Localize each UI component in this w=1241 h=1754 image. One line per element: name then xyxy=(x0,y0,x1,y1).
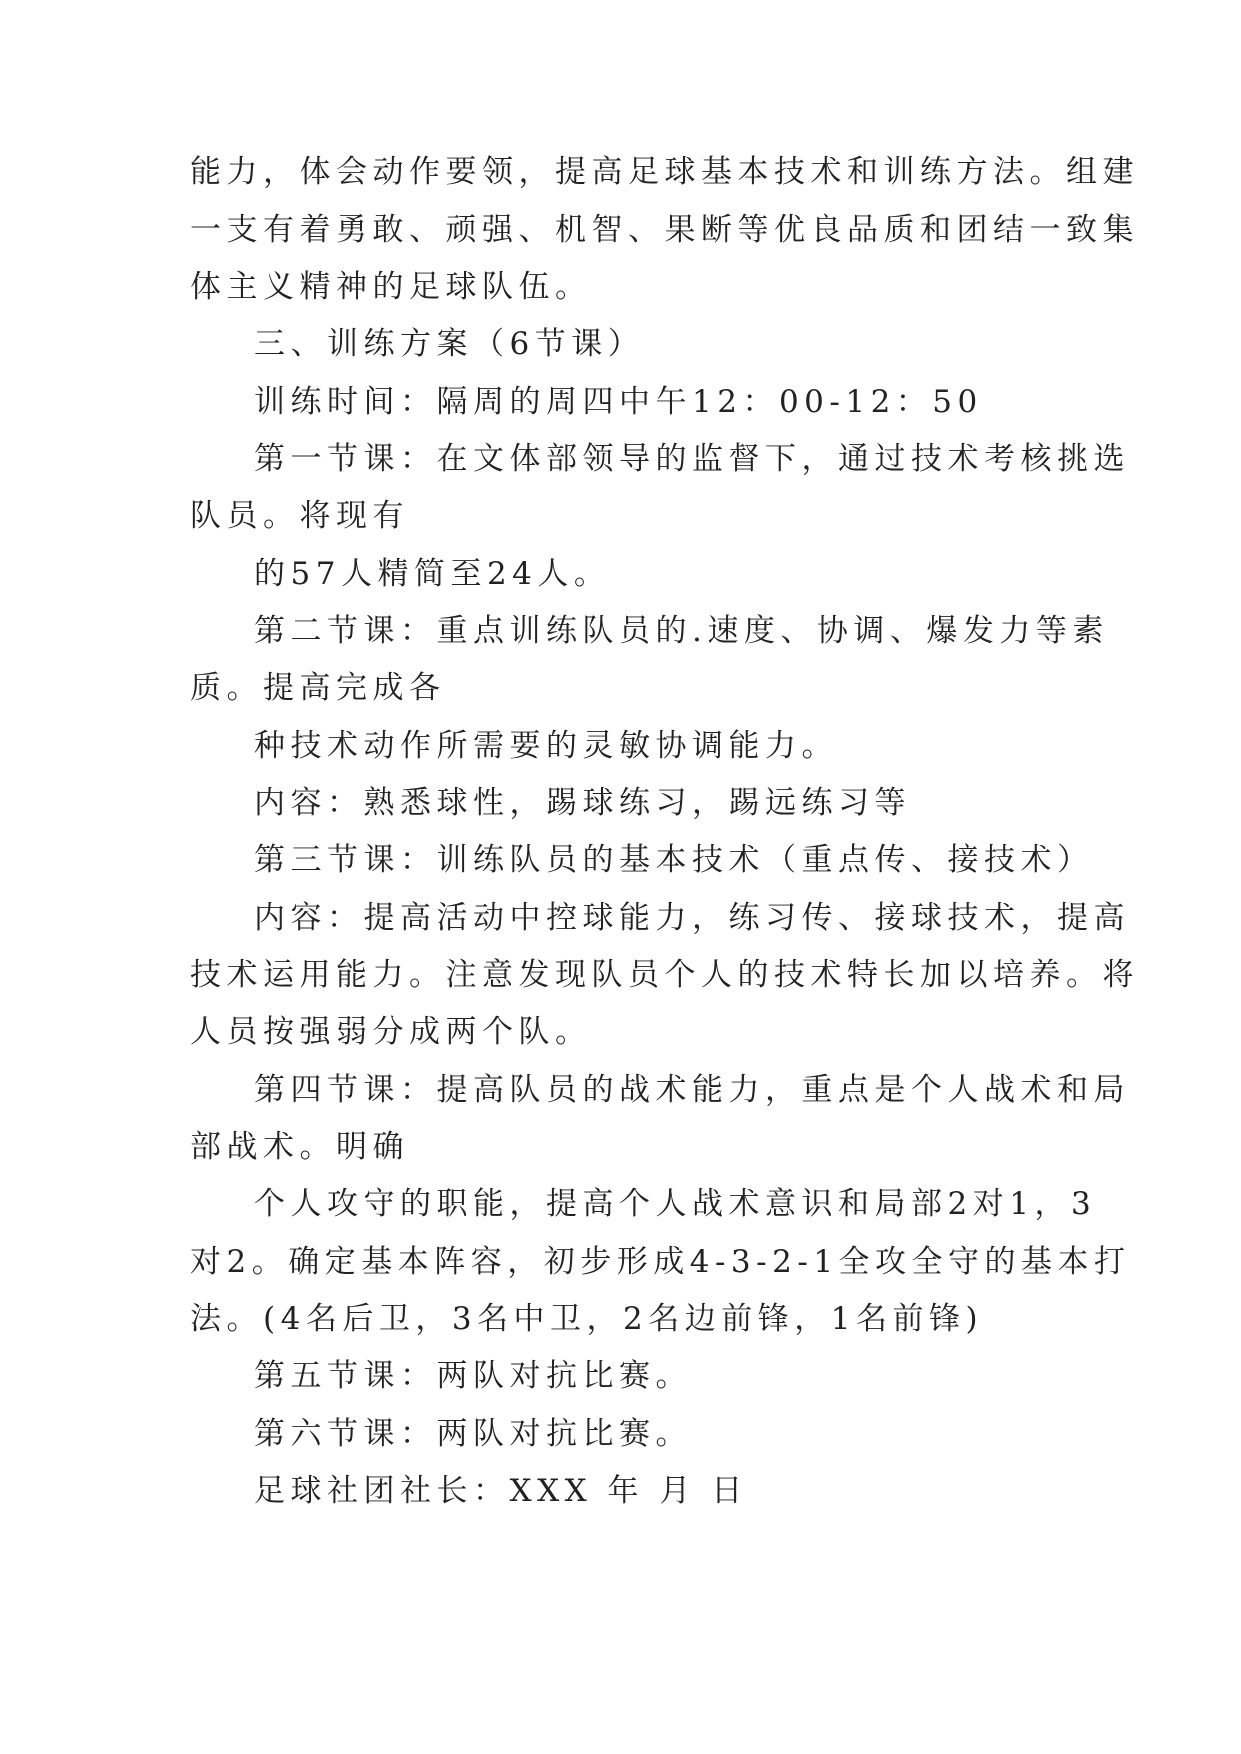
body-text-line: 的57人精简至24人。 xyxy=(254,556,611,592)
body-text-line: 队员。将现有 xyxy=(190,498,409,534)
body-text-line: 技术运用能力。注意发现队员个人的技术特长加以培养。将 xyxy=(190,957,1139,993)
lesson-3-text: 第三节课：训练队员的基本技术（重点传、接技术） xyxy=(254,842,1094,878)
body-text-line: 质。提高完成各 xyxy=(190,670,446,706)
lesson-2-content: 内容：熟悉球性，踢球练习，踢远练习等 xyxy=(254,785,911,821)
body-text-line: 能力，体会动作要领，提高足球基本技术和训练方法。组建 xyxy=(190,154,1139,190)
lesson-6-text: 第六节课：两队对抗比赛。 xyxy=(254,1416,692,1452)
body-text-line: 法。(4名后卫，3名中卫，2名边前锋，1名前锋) xyxy=(190,1301,984,1337)
body-text-line: 体主义精神的足球队伍。 xyxy=(190,269,592,305)
body-text-line: 种技术动作所需要的灵敏协调能力。 xyxy=(254,728,838,764)
body-text-line: 个人攻守的职能，提高个人战术意识和局部2对1，3 xyxy=(254,1186,1097,1222)
body-text-line: 部战术。明确 xyxy=(190,1129,409,1165)
body-text-line: 人员按强弱分成两个队。 xyxy=(190,1014,592,1050)
section-heading: 三、训练方案（6节课） xyxy=(254,326,645,362)
lesson-4-text: 第四节课：提高队员的战术能力，重点是个人战术和局 xyxy=(254,1072,1130,1108)
body-text-line: 对2。确定基本阵容，初步形成4-3-2-1全攻全守的基本打 xyxy=(190,1244,1131,1280)
lesson-2-text: 第二节课：重点训练队员的.速度、协调、爆发力等素 xyxy=(254,613,1109,649)
signature-line: 足球社团社长：XXX 年 月 日 xyxy=(254,1473,748,1509)
training-time: 训练时间：隔周的周四中午12：00-12：50 xyxy=(254,384,983,420)
lesson-1-text: 第一节课：在文体部领导的监督下，通过技术考核挑选 xyxy=(254,441,1130,477)
lesson-3-content: 内容：提高活动中控球能力，练习传、接球技术，提高 xyxy=(254,900,1130,936)
body-text-line: 一支有着勇敢、顽强、机智、果断等优良品质和团结一致集 xyxy=(190,212,1139,248)
lesson-5-text: 第五节课：两队对抗比赛。 xyxy=(254,1358,692,1394)
